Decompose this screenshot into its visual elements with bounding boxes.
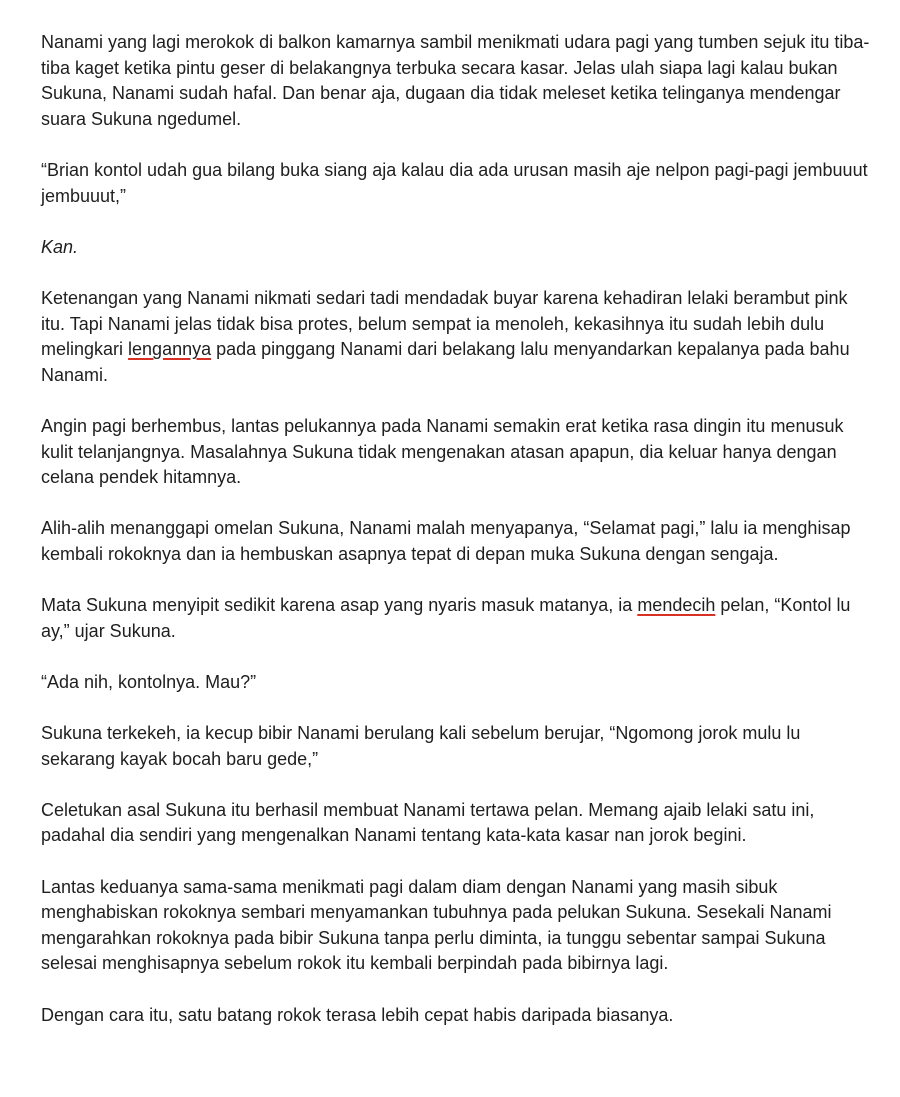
paragraph-7-text-after: pelan, “Kontol lu ay,” ujar Sukuna. [41, 595, 851, 641]
spellcheck-flagged-word[interactable]: lengannya [128, 339, 212, 360]
spellcheck-flagged-word[interactable]: mendecih [637, 595, 716, 616]
paragraph-3: Kan. [41, 236, 79, 257]
paragraph-8: “Ada nih, kontolnya. Mau?” [41, 671, 257, 692]
paragraph-4-text-after: pada pinggang Nanami dari belakang lalu menyandarkan kepalanya pada bahu Nanami. [41, 339, 850, 385]
paragraph-10: Celetukan asal Sukuna itu berhasil membuat Nanami tertawa pelan. Memang ajaib lelaki satu ini, padahal dia sendiri yang mengenalkan Nanami tentang kata-kata kasar nan jorok begini. [41, 799, 815, 846]
paragraph-12: Dengan cara itu, satu batang rokok terasa lebih cepat habis daripada biasanya. [41, 1004, 674, 1025]
paragraph-11: Lantas keduanya sama-sama menikmati pagi dalam diam dengan Nanami yang masih sibuk menghabiskan rokoknya sembari menyamankan tubuhnya pada pelukan Sukuna. Sesekali Nanami mengarahkan rokoknya pada bibir Sukuna tanpa perlu diminta, ia tunggu sebentar sampai Sukuna selesai menghisapnya sebelum rokok itu kembali berpindah pada bibirnya lagi. [41, 876, 832, 974]
paragraph-1: Nanami yang lagi merokok di balkon kamarnya sambil menikmati udara pagi yang tumben sejuk itu tiba-tiba kaget ketika pintu geser di belakangnya terbuka secara kasar. Jelas ulah siapa lagi kalau bukan Sukuna, Nanami sudah hafal. Dan benar aja, dugaan dia tidak meleset ketika telinganya mendengar suara Sukuna ngedumel. [41, 32, 870, 129]
paragraph-7-text-before: Mata Sukuna menyipit sedikit karena asap yang nyaris masuk matanya, ia [41, 595, 638, 616]
paragraph-7 [41, 593, 871, 644]
paragraph-9: Sukuna terkekeh, ia kecup bibir Nanami berulang kali sebelum berujar, “Ngomong jorok mulu lu sekarang kayak bocah baru gede,” [41, 723, 801, 769]
paragraph-2: “Brian kontol udah gua bilang buka siang aja kalau dia ada urusan masih aje nelpon pagi-pagi jembuuut jembuuut,” [41, 159, 868, 206]
paragraph-5: Angin pagi berhembus, lantas pelukannya pada Nanami semakin erat ketika rasa dingin itu menusuk kulit telanjangnya. Masalahnya Sukuna tidak mengenakan atasan apapun, dia keluar hanya dengan celana pendek hitamnya. [41, 415, 844, 488]
paragraph-4 [41, 286, 871, 388]
document-body [41, 30, 871, 1028]
paragraph-4-text-before: Ketenangan yang Nanami nikmati sedari tadi mendadak buyar karena kehadiran lelaki berambut pink itu. Tapi Nanami jelas tidak bisa protes, belum sempat ia menoleh, kekasihnya itu sudah lebih dulu melingkari [41, 287, 848, 360]
paragraph-6: Alih-alih menanggapi omelan Sukuna, Nanami malah menyapanya, “Selamat pagi,” lalu ia menghisap kembali rokoknya dan ia hembuskan asapnya tepat di depan muka Sukuna dengan sengaja. [41, 518, 851, 564]
